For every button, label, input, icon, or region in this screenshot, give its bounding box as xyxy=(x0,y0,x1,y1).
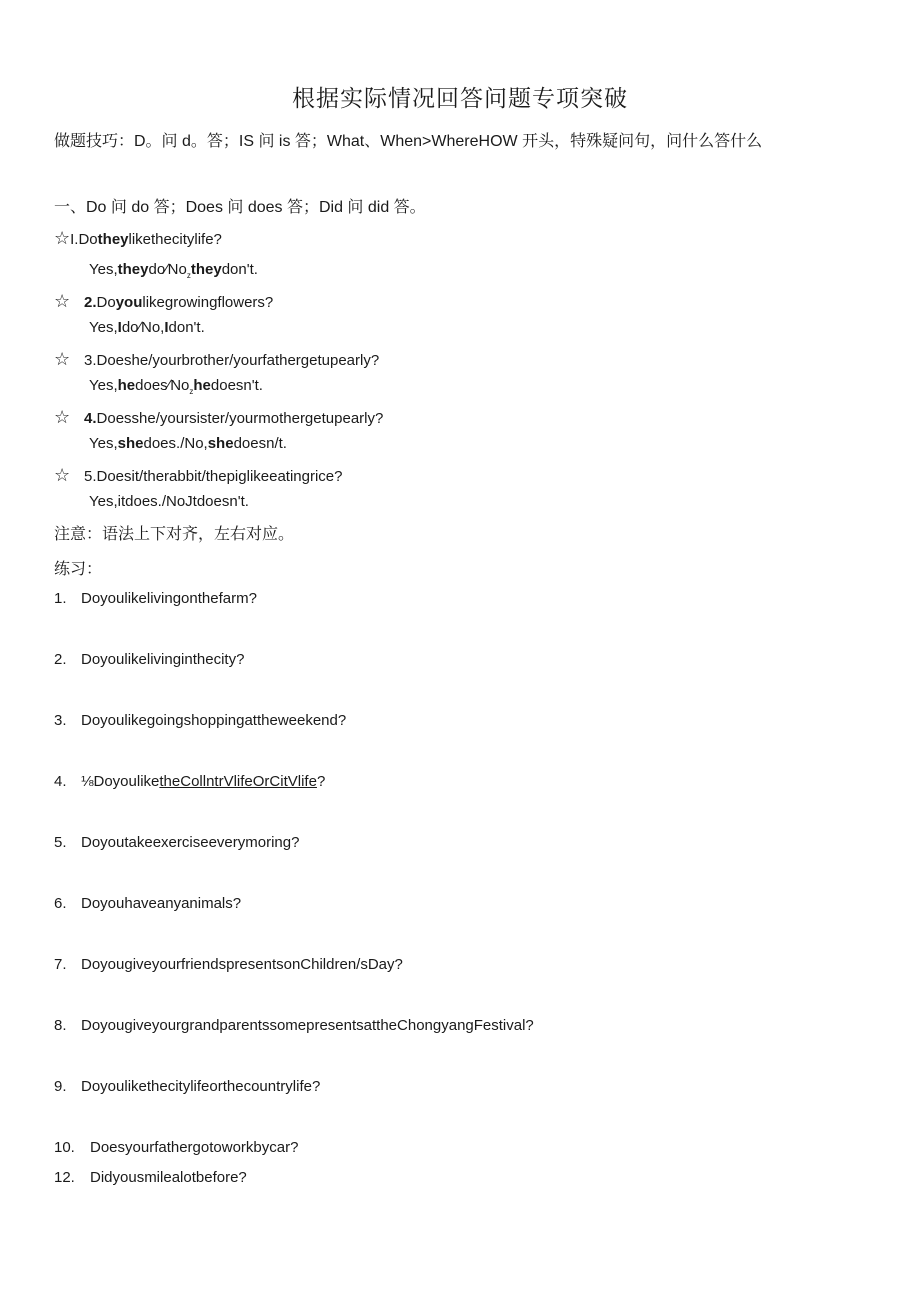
exercise-item: 1. Doyoulikelivingonthefarm? xyxy=(54,590,257,607)
star-icon: ☆ xyxy=(54,349,71,369)
exercise-item: 2. Doyoulikelivinginthecity? xyxy=(54,651,245,668)
exercise-item: 10. Doesyourfathergotoworkbycar? xyxy=(54,1139,299,1156)
example-answer: Yes,shedoes./No,shedoesn/t. xyxy=(89,435,287,452)
example-answer: $Yes,theydo∕No_ztheydon't$. xyxy=(89,261,258,280)
example-question: ☆ 5.Doesit/therabbit/thepiglikeeatingrice? xyxy=(54,465,343,485)
example-answer: Yes,itdoes./NoJtdoesn't. xyxy=(89,493,249,510)
example-answer: $Yes,hedoes∕No_zhedoesn't$. xyxy=(89,377,263,396)
exercise-item: 5. Doyoutakeexerciseeverymoring? xyxy=(54,834,300,851)
example-question: ☆ 4.Doesshe/yoursister/yourmothergetupearly? xyxy=(54,407,384,427)
example-question: ☆ 2.Doyoulikegrowingflowers? xyxy=(54,291,274,311)
exercise-item: 7. DoyougiveyourfriendspresentsonChildren/sDay? xyxy=(54,956,403,973)
exercise-item: 3. Doyoulikegoingshoppingattheweekend? xyxy=(54,712,347,729)
example-answer: Yes,Ido∕No,Idon't. xyxy=(89,319,205,336)
exercise-item: 4. ⅛DoyouliketheCollntrVlifeOrCitVlife? xyxy=(54,773,326,790)
note-line: 注意：语法上下对齐，左右对应。 xyxy=(54,524,295,543)
exercise-item: 6. Doyouhaveanyanimals? xyxy=(54,895,242,912)
page-title: 根据实际情况回答问题专项突破 xyxy=(292,86,628,112)
example-question: ☆ 3.Doeshe/yourbrother/yourfathergetupearly? xyxy=(54,349,380,369)
tips-line: 做题技巧：D。问 d。答；IS 问 is 答；What、When>WhereHOW 开头，特殊疑问句，问什么答什么 xyxy=(54,133,763,150)
star-icon: ☆ xyxy=(54,291,71,311)
example-question: ☆I.Dotheylikethecitylife? xyxy=(54,228,222,248)
section-heading: 一、Do 问 do 答；Does 问 does 答；Did 问 did 答。 xyxy=(54,199,426,216)
star-icon: ☆ xyxy=(54,407,71,427)
practice-label: 练习： xyxy=(54,559,103,578)
exercise-item: 9. Doyoulikethecitylifeorthecountrylife? xyxy=(54,1078,321,1095)
exercise-item: 12. Didyousmilealotbefore? xyxy=(54,1169,247,1186)
star-icon: ☆ xyxy=(54,228,71,248)
star-icon: ☆ xyxy=(54,465,71,485)
exercise-item: 8. DoyougiveyourgrandparentssomepresentsattheChongyangFestival? xyxy=(54,1017,534,1034)
